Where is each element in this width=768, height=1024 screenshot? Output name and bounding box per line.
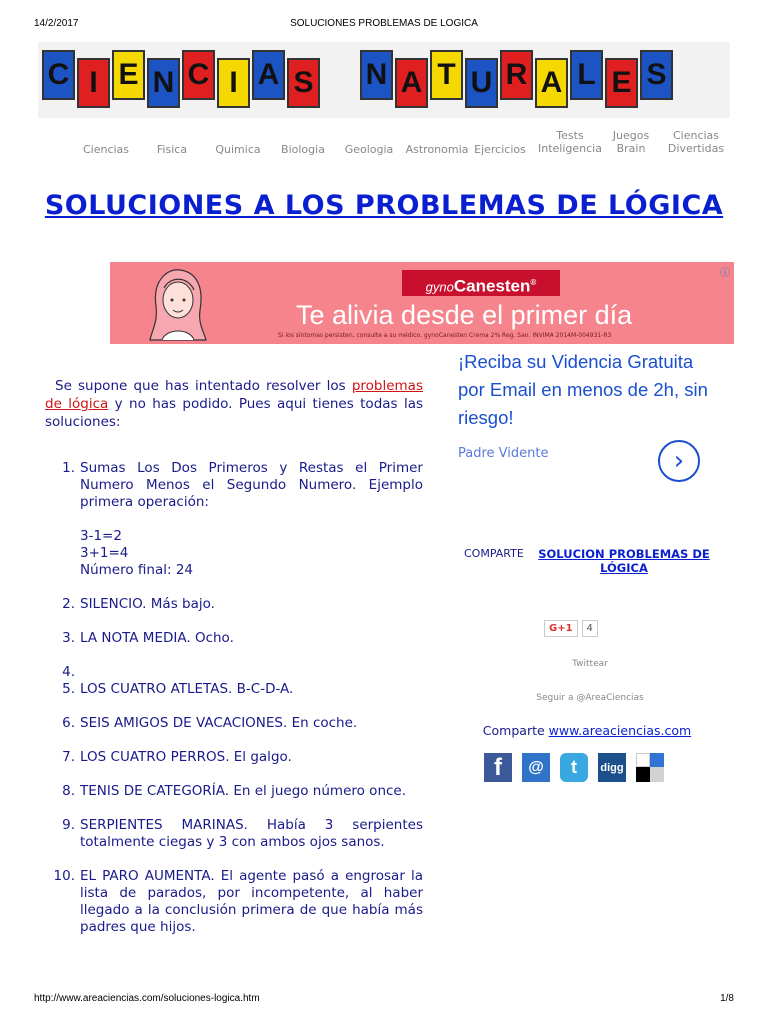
logo-letter-tile: E (112, 50, 145, 100)
list-item: 10. EL PARO AUMENTA. El agente pasó a engrosar la lista de parados, por incompetente, al haber llegado a la conclusión primera de que había más padres que hijos. (53, 868, 423, 935)
logo-letter-tile: S (287, 58, 320, 108)
list-item: 7. LOS CUATRO PERROS. El galgo. (62, 749, 292, 765)
logo-letter-tile: I (217, 58, 250, 108)
gplus-widget[interactable] (544, 620, 598, 637)
list-item: 9. SERPIENTES MARINAS. Había 3 serpientes totalmente ciegas y 3 con ambos ojos sanos. (62, 817, 423, 850)
problemas-link[interactable]: problemas de lógica (45, 378, 423, 412)
logo-letter-tile: N (360, 50, 393, 100)
nav-item-astronomia[interactable]: Astronomia (405, 143, 469, 156)
logo-letter-tile: U (465, 58, 498, 108)
logo-letter-tile: N (147, 58, 180, 108)
nav-item-fisica[interactable]: Fisica (156, 143, 188, 156)
list-item: 1. Sumas Los Dos Primeros y Restas el Primer Numero Menos el Segundo Numero. Ejemplo primera operación: 3-1=2 3+1=4 Número final: 24 (62, 460, 423, 578)
ad-brand: gynoCanesten® (402, 270, 560, 296)
woman-illustration (148, 266, 208, 342)
logo-letter-tile: C (42, 50, 75, 100)
list-item: 8. TENIS DE CATEGORÍA. En el juego número once. (62, 783, 407, 799)
nav-item-geologia[interactable]: Geologia (344, 143, 394, 156)
logo-letter-tile: A (252, 50, 285, 100)
ad-slogan: Te alivia desde el primer día (296, 300, 633, 330)
solutions-list (45, 460, 423, 936)
logo-letter-tile: I (77, 58, 110, 108)
logo-letter-tile: C (182, 50, 215, 100)
follow-button[interactable]: Seguir a @AreaCiencias (536, 693, 644, 703)
ad-fine-print: Si los síntomas persisten, consulte a su médico. gynoCanesten Crema 2% Reg. San. INVIMA 2014M-004931-R3 (278, 332, 612, 339)
intro-paragraph: Se supone que has intentado resolver los problemas de lógica y no has podido. Pues aqui tienes todas las soluciones: (45, 378, 423, 430)
digg-icon[interactable]: digg (598, 753, 626, 782)
nav-item-ejercicios[interactable]: Ejercicios (474, 143, 526, 156)
nav-item-tests[interactable]: Tests Inteligencia (538, 129, 602, 155)
chevron-right-icon[interactable]: › (658, 440, 700, 482)
side-ad-advertiser: Padre Vidente (458, 446, 549, 461)
ad-banner[interactable] (110, 262, 734, 344)
share-label: COMPARTE (464, 547, 524, 560)
list-item: 3. LA NOTA MEDIA. Ocho. (62, 630, 234, 646)
nav-item-ciencias[interactable]: Ciencias (82, 143, 130, 156)
tweet-button[interactable]: Twittear (572, 659, 608, 669)
logo-word-ciencias (42, 50, 320, 108)
print-date: 14/2/2017 (34, 18, 79, 29)
logo-letter-tile: T (430, 50, 463, 100)
side-ad-headline[interactable]: ¡Reciba su Videncia Gratuita por Email en menos de 2h, sin riesgo! (458, 351, 708, 428)
list-item: 6. SEIS AMIGOS DE VACACIONES. En coche. (62, 715, 358, 731)
comparte-link[interactable]: www.areaciencias.com (548, 723, 692, 738)
list-item: 2. SILENCIO. Más bajo. (62, 596, 215, 612)
nav-item-juegos[interactable]: Juegos Brain (612, 129, 650, 155)
delicious-icon[interactable] (636, 753, 664, 782)
list-item: 4. (62, 664, 75, 680)
share-title-link[interactable]: SOLUCION PROBLEMAS DE LÓGICA (538, 547, 710, 575)
nav-item-quimica[interactable]: Quimica (215, 143, 261, 156)
logo-letter-tile: R (500, 50, 533, 100)
site-logo-banner[interactable] (38, 42, 730, 118)
twitter-icon[interactable]: t (560, 753, 588, 782)
print-title: SOLUCIONES PROBLEMAS DE LOGICA (290, 18, 478, 29)
logo-word-naturales (360, 50, 673, 108)
page-title[interactable]: SOLUCIONES A LOS PROBLEMAS DE LÓGICA (44, 190, 724, 221)
info-icon[interactable]: ⓘ (720, 268, 730, 279)
logo-letter-tile: L (570, 50, 603, 100)
logo-letter-tile: E (605, 58, 638, 108)
blog-icon[interactable]: @ (522, 753, 550, 782)
logo-letter-tile: S (640, 50, 673, 100)
gplus-count: 4 (582, 620, 598, 637)
social-icons (484, 753, 664, 782)
logo-letter-tile: A (395, 58, 428, 108)
list-item: 5. LOS CUATRO ATLETAS. B-C-D-A. (62, 681, 294, 697)
print-page-number: 1/8 (720, 993, 734, 1004)
print-url: http://www.areaciencias.com/soluciones-logica.htm (34, 993, 260, 1004)
comparte-line: Comparte www.areaciencias.com (482, 723, 692, 738)
logo-letter-tile: A (535, 58, 568, 108)
nav-item-biologia[interactable]: Biologia (281, 143, 325, 156)
nav-item-divertidas[interactable]: Ciencias Divertidas (667, 129, 725, 155)
facebook-icon[interactable]: f (484, 753, 512, 782)
top-nav (80, 126, 740, 162)
gplus-button[interactable]: G+1 (544, 620, 578, 637)
side-ad[interactable] (458, 348, 716, 476)
